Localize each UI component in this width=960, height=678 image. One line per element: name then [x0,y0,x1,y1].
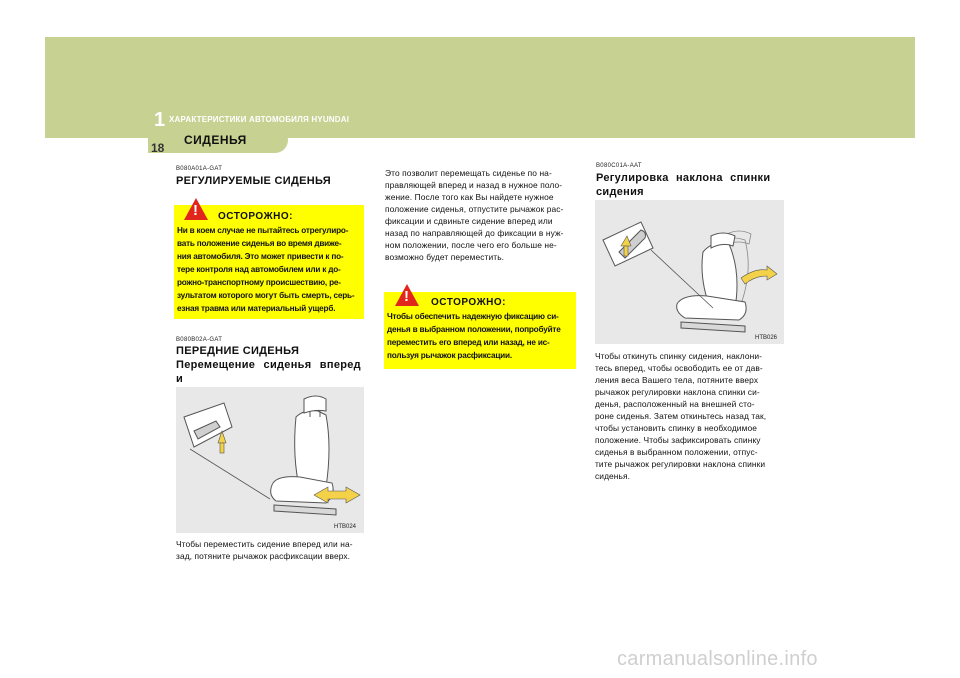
seat-slide-figure [176,387,364,533]
warning-icon: ! [395,284,419,306]
chapter-number: 1 [154,109,166,131]
warning-title: ОСТОРОЖНО: [431,297,506,308]
recline-figure [595,200,784,344]
code-recline: B080C01A-AAT [596,163,642,169]
paragraph-line: роне сиденья. Затем откиньтесь назад так, [595,411,767,421]
warning-box-2 [384,288,576,369]
page-number: 18 [151,141,165,155]
paragraph-line: тесь вперед, чтобы освободить ее от дав- [595,363,763,373]
paragraph-line: сиденья. [595,471,631,481]
front-seat-paragraph [176,538,366,562]
recline-paragraph [595,350,785,482]
heading-recline [596,171,786,199]
heading-line: сидения [596,186,644,198]
paragraph-line: положение сиденья, отпустите рычажок рас- [385,204,564,214]
slide-paragraph [385,167,575,263]
watermark: carmanualsonline.info [617,648,818,670]
figure-code: HTB024 [334,524,357,530]
paragraph-line: возможно будет переместить. [385,252,505,262]
warning-line: вать положение сиденья во время движе- [177,239,342,248]
code-adjustable-seats: B080A01A-GAT [176,166,223,172]
warning-text [387,310,575,362]
code-front-seats: B080B02A-GAT [176,337,223,343]
warning-box-1 [174,202,364,319]
warning-line: тере контроля над автомобилем или к до- [177,265,341,274]
paragraph-line: зад, потяните рычажок расфиксации вверх. [176,551,351,561]
warning-line: Чтобы обеспечить надежную фиксацию си- [387,312,559,321]
figure-code: HTB026 [755,335,778,341]
paragraph-line: рычажок регулировки наклона спинки си- [595,387,760,397]
warning-line: Ни в коем случае не пытайтесь отрегулиро- [177,226,349,235]
paragraph-line: фиксации и сдвиньте сидение вперед или [385,216,553,226]
chapter-title: ХАРАКТЕРИСТИКИ АВТОМОБИЛЯ HYUNDAI [169,115,350,124]
warning-line: ния автомобиля. Это может привести к по- [177,252,344,261]
seat-slide-illustration [176,387,364,533]
paragraph-line: тите рычажок регулировки наклона спинки [595,459,766,469]
paragraph-line: правляющей вперед и назад в нужное поло- [385,180,563,190]
paragraph-line: назад по направляющей до фиксации в нуж- [385,228,564,238]
warning-line: пользуя рычажок расфиксации. [387,351,512,360]
paragraph-line: жение. После того как Вы найдете нужное [385,192,554,202]
warning-icon: ! [184,198,208,220]
paragraph-line: ления веса Вашего тела, потяните вверх [595,375,759,385]
warning-line: денья в выбранном положении, попробуйте [387,325,561,334]
heading-line: Регулировка наклона спинки [596,172,771,184]
warning-text [177,224,363,315]
paragraph-line: денья, расположенный на внешней сто- [595,399,755,409]
paragraph-line: Чтобы откинуть спинку сидения, наклони- [595,351,762,361]
paragraph-line: положение. Чтобы зафиксировать спинку [595,435,761,445]
paragraph-line: Это позволит перемещать сиденье по на- [385,168,552,178]
heading-adjustable-seats: РЕГУЛИРУЕМЫЕ СИДЕНЬЯ [176,175,332,187]
warning-line: зультатом которого могут быть смерть, серь- [177,291,355,300]
paragraph-line: сиденья в выбранном положении, отпус- [595,447,758,457]
paragraph-line: Чтобы переместить сидение вперед или на- [176,539,353,549]
warning-title: ОСТОРОЖНО: [218,211,293,222]
section-title: СИДЕНЬЯ [184,133,247,147]
warning-line: переместить его вперед или назад, не ис- [387,338,550,347]
paragraph-line: чтобы установить спинку в необходимое [595,423,757,433]
paragraph-line: ном положении, после чего его больше не- [385,240,557,250]
warning-line: езная травма или материальный ущерб. [177,304,336,313]
heading-line: Перемещение сиденья вперед и [176,359,361,385]
heading-line: ПЕРЕДНИЕ СИДЕНЬЯ [176,345,300,357]
warning-line: рожно-транспортному происшествию, ре- [177,278,341,287]
recline-illustration [595,200,784,344]
